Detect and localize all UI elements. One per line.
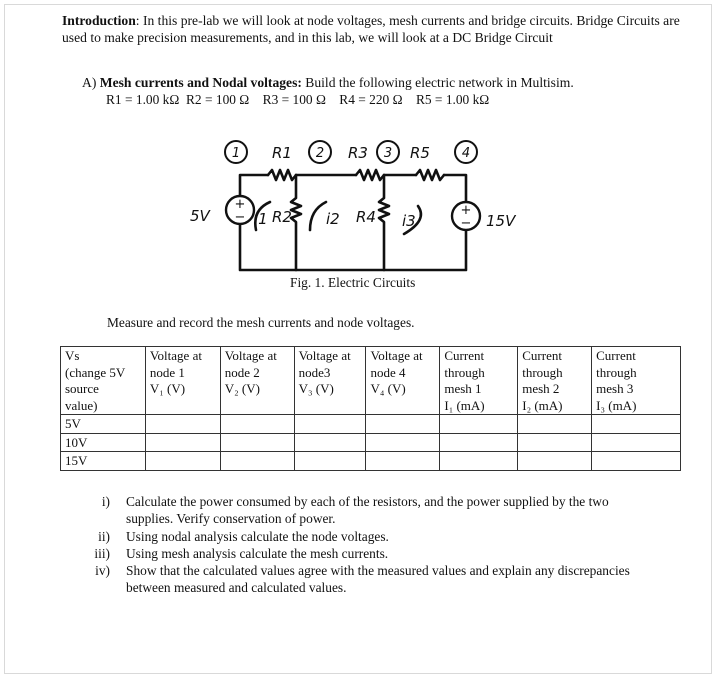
row-label: 10V [61,433,146,452]
circuit-diagram [180,130,516,280]
intro-paragraph [62,12,682,46]
header-cell-v2: Voltage at node 2 V₂ (V) [220,347,294,415]
header-cell-v4: Voltage at node 4 V₄ (V) [366,347,440,415]
r1-zigzag [268,170,296,180]
source-left-plus: + [234,197,246,212]
section-a-label: Mesh currents and Nodal voltages: [99,75,302,90]
table-row [61,415,681,434]
r5-label: R5 [410,144,430,162]
table-cell[interactable] [440,433,518,452]
i3-label: i3 [402,212,416,230]
table-cell[interactable] [366,415,440,434]
header-cell-i2: Current through mesh 2 I₂ (mA) [518,347,592,415]
table-cell[interactable] [145,433,220,452]
question-text: Using nodal analysis calculate the node voltages. [126,528,389,544]
source-left-label: 5V [190,207,210,225]
measurement-table [60,346,681,471]
left-wire [240,175,268,196]
row-label: 15V [61,452,146,471]
section-a-prefix: A) [82,75,100,90]
list-item [82,562,642,597]
figure-caption: Fig. 1. Electric Circuits [290,275,416,290]
r1-label: R1 [272,144,292,162]
table-cell[interactable] [366,433,440,452]
section-a-heading [82,74,642,91]
table-cell[interactable] [518,415,592,434]
r5-zigzag [416,170,444,180]
table-cell[interactable] [592,415,681,434]
measure-instruction: Measure and record the mesh currents and node voltages. [107,315,415,330]
right-wire [444,175,466,202]
table-cell[interactable] [518,452,592,471]
table-cell[interactable] [592,452,681,471]
i1-label: i1 [254,210,268,228]
header-cell-v3: Voltage at node3 V₃ (V) [294,347,366,415]
question-list [82,493,642,597]
r2-branch [291,175,301,270]
source-right-plus: + [460,203,472,218]
node2-label: 2 [315,146,325,161]
table-cell[interactable] [440,415,518,434]
table-cell[interactable] [220,433,294,452]
question-text: Show that the calculated values agree with the measured values and explain any discrepancies between measured and calculated values. [126,563,630,596]
header-cell-i3: Current through mesh 3 I₃ (mA) [592,347,681,415]
r4-branch [379,175,389,270]
question-text: Calculate the power consumed by each of the resistors, and the power supplied by the two supplies. Verify conservation of power. [126,494,609,527]
table-cell[interactable] [366,452,440,471]
source-right-label: 15V [486,212,516,230]
table-cell[interactable] [440,452,518,471]
bottom-wire [240,225,466,270]
list-item [82,528,642,545]
table-cell[interactable] [294,433,366,452]
resistor-values: R1 = 1.00 kΩ R2 = 100 Ω R3 = 100 Ω R4 = 220 Ω R5 = 1.00 kΩ [106,92,490,107]
question-number: ii) [98,528,110,544]
table-header-row [61,347,681,415]
question-number: iii) [94,545,110,561]
r4-label: R4 [356,208,376,226]
header-cell-v1: Voltage at node 1 V₁ (V) [145,347,220,415]
table-cell[interactable] [145,415,220,434]
r3-zigzag [356,170,384,180]
header-cell-vs: Vs (change 5V source value) [61,347,146,415]
table-cell[interactable] [220,415,294,434]
table-cell[interactable] [518,433,592,452]
i2-label: i2 [326,210,340,228]
list-item [82,545,642,562]
r2-label: R2 [272,208,292,226]
intro-label: Introduction [62,13,136,28]
question-number: i) [101,494,110,509]
table-cell[interactable] [294,415,366,434]
table-cell[interactable] [145,452,220,471]
source-right-minus: − [460,216,472,231]
row-label: 5V [61,415,146,434]
node1-label: 1 [231,146,241,161]
section-a-text: Build the following electric network in Multisim. [301,75,574,90]
header-cell-i1: Current through mesh 1 I₁ (mA) [440,347,518,415]
node3-label: 3 [383,146,393,161]
source-left-minus: − [234,210,246,225]
intro-text: : In this pre-lab we will look at node voltages, mesh currents and bridge circuits. Bridge Circuits are used to make precision measurements, and in this lab, we will look at a DC Bridge Circuit [62,13,680,45]
question-text: Using mesh analysis calculate the mesh currents. [126,545,389,561]
table-row [61,433,681,452]
i2-arrow [310,202,326,230]
table-cell[interactable] [220,452,294,471]
node4-label: 4 [461,146,471,161]
table-cell[interactable] [294,452,366,471]
r3-label: R3 [348,144,368,162]
table-row [61,452,681,471]
table-cell[interactable] [592,433,681,452]
question-number: iv) [95,563,110,579]
list-item [82,493,642,528]
